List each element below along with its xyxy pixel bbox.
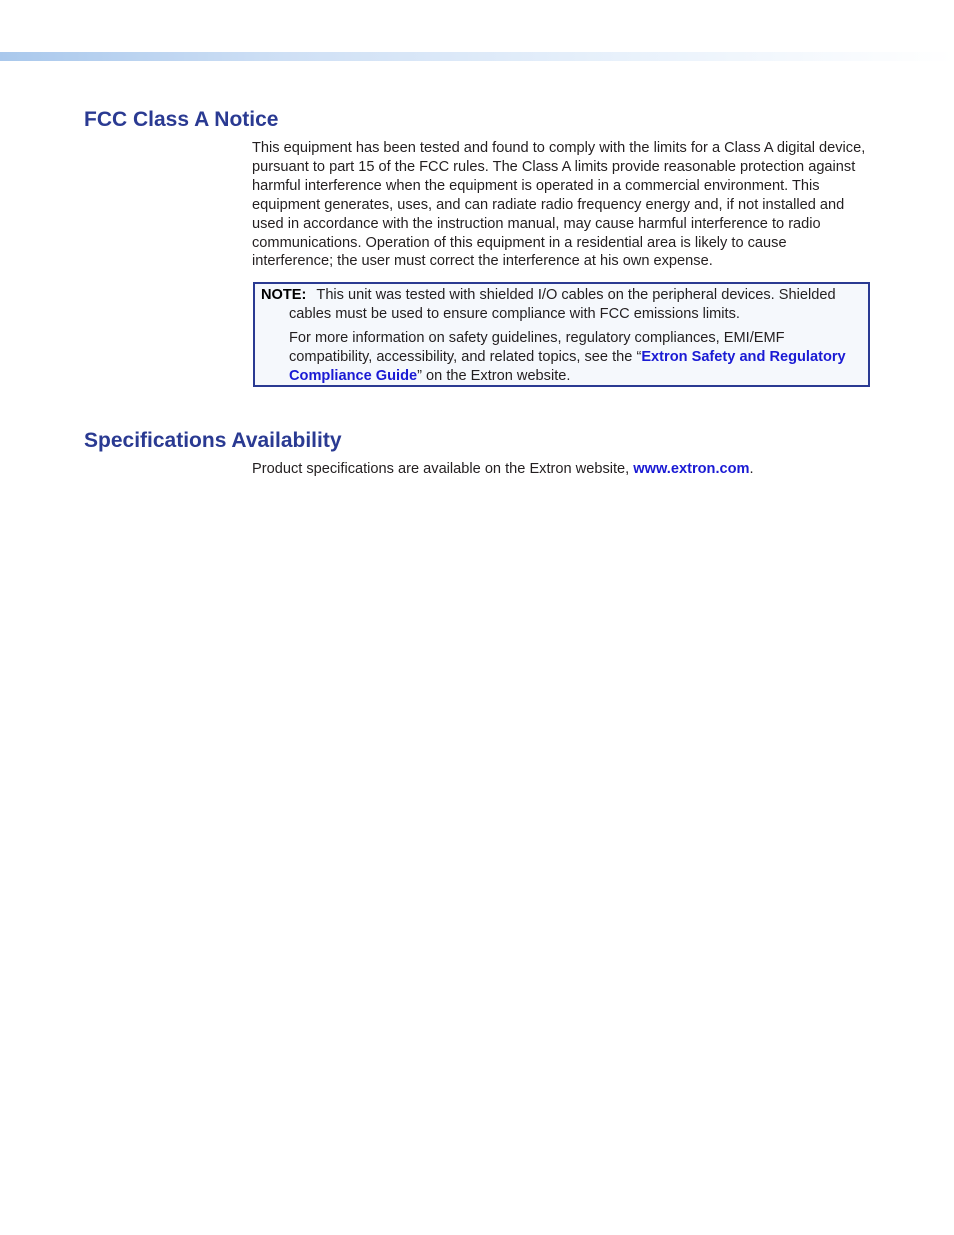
specs-paragraph [252,460,872,479]
specs-heading: Specifications Availability [84,429,342,452]
note-content [261,286,861,386]
safety-guide-link[interactable]: Extron Safety and Regulatory Compliance Guide [289,348,846,384]
note-label: NOTE: [261,287,307,303]
extron-website-link[interactable]: www.extron.com [633,461,750,477]
note-box [253,282,870,387]
fcc-heading: FCC Class A Notice [84,108,279,131]
note-line2-prefix: For more information on safety guidelines, regulatory compliances, EMI/EMF compatibility, accessibility, and related topics, see the “ [289,329,785,365]
note-line1: This unit was tested with shielded I/O cables on the peripheral devices. Shielded cables must be used to ensure compliance with FCC emissions limits. [289,287,836,322]
specs-prefix: Product specifications are available on the Extron website, [252,461,634,477]
header-gradient-bar [0,52,954,61]
note-first-paragraph [261,286,861,324]
note-second-paragraph [289,329,861,386]
fcc-paragraph: This equipment has been tested and found to comply with the limits for a Class A digital device, pursuant to part 15 of the FCC rules. The Class A limits provide reasonable protection against harmful interference when the equipment is operated in a commercial environment. This equipment generates, uses, and can radiate radio frequency energy and, if not installed and used in accordance with the instruction manual, may cause harmful interference to radio communications. Operation of this equipment in a residential area is likely to cause interference; the user must correct the interference at his own expense. [252,140,866,270]
specs-suffix: . [749,461,754,477]
note-line2-suffix: ” on the Extron website. [417,367,571,384]
